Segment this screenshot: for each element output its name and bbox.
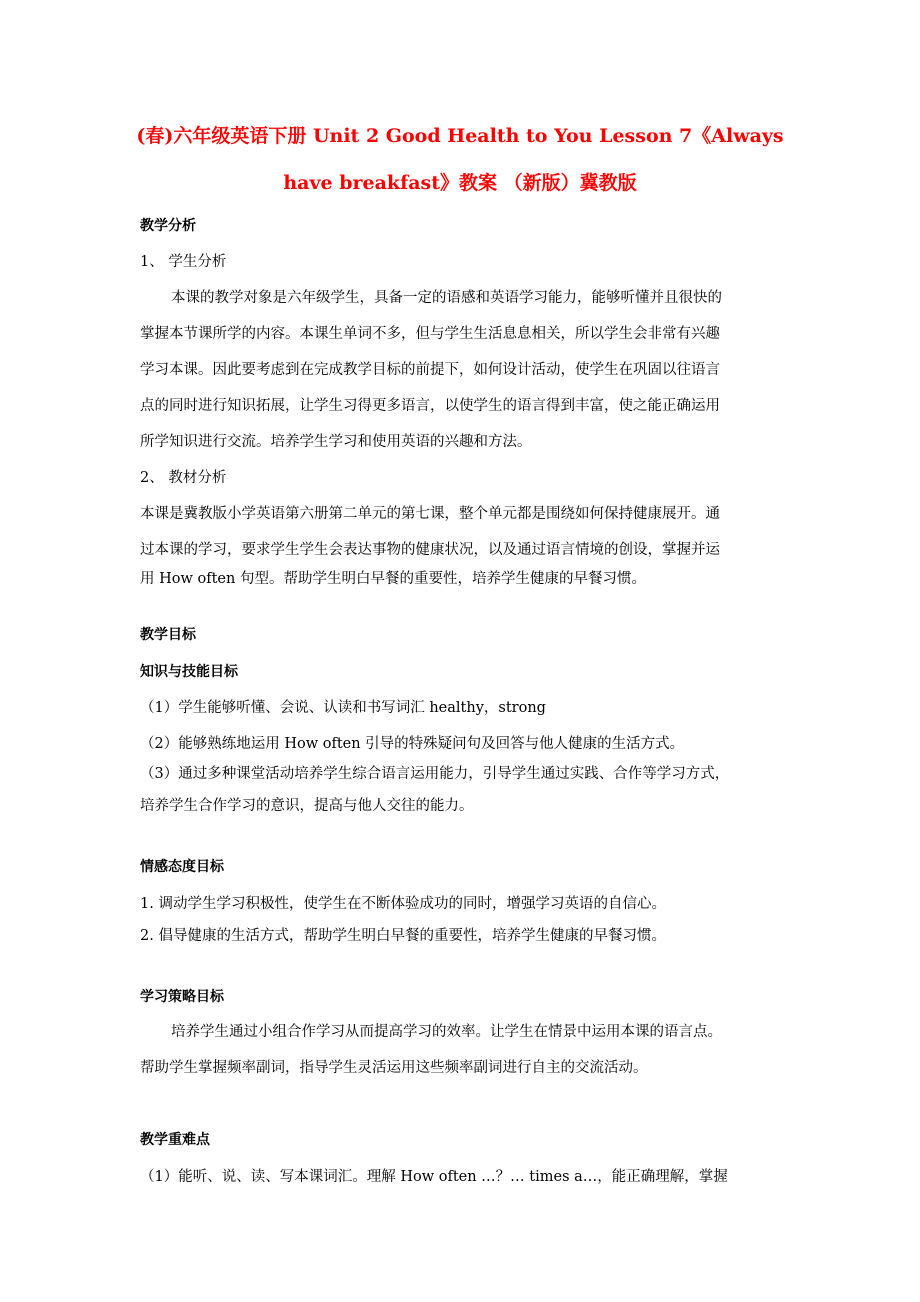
paragraph-line: 用 How often 句型。帮助学生明白早餐的重要性，培养学生健康的早餐习惯。: [140, 571, 646, 587]
paragraph-line: 掌握本节课所学的内容。本课生单词不多，但与学生生活息息相关，所以学生会非常有兴趣: [140, 326, 720, 342]
heading-emotion-goals: 情感态度目标: [140, 859, 224, 875]
list-item: （1）能听、说、读、写本课词汇。理解 How often …？… times a…，能正确理解，掌握: [140, 1169, 728, 1185]
document-title-line-2: have breakfast》教案 （新版）冀教版: [283, 172, 637, 194]
heading-strategy-goals: 学习策略目标: [140, 989, 224, 1005]
paragraph-line: 培养学生合作学习的意识，提高与他人交往的能力。: [140, 798, 474, 814]
list-item: 2. 倡导健康的生活方式，帮助学生明白早餐的重要性，培养学生健康的早餐习惯。: [140, 928, 666, 944]
heading-knowledge-skills: 知识与技能目标: [140, 664, 238, 680]
paragraph-line: 培养学生通过小组合作学习从而提高学习的效率。让学生在情景中运用本课的语言点。: [171, 1024, 722, 1040]
paragraph-line: 帮助学生掌握频率副词，指导学生灵活运用这些频率副词进行自主的交流活动。: [140, 1060, 648, 1076]
heading-teaching-analysis: 教学分析: [140, 218, 196, 234]
list-item: 1. 调动学生学习积极性，使学生在不断体验成功的同时，增强学习英语的自信心。: [140, 896, 666, 912]
subheading-student-analysis: 1、 学生分析: [140, 254, 227, 270]
heading-teaching-goals: 教学目标: [140, 627, 196, 643]
list-item: （3）通过多种课堂活动培养学生综合语言运用能力，引导学生通过实践、合作等学习方式，: [140, 766, 730, 782]
document-title-line-1: (春)六年级英语下册 Unit 2 Good Health to You Lesson 7《Always: [136, 125, 784, 147]
paragraph-line: 本课的教学对象是六年级学生，具备一定的语感和英语学习能力，能够听懂并且很快的: [171, 290, 722, 306]
list-item: （2）能够熟练地运用 How often 引导的特殊疑问句及回答与他人健康的生活方式。: [140, 736, 685, 752]
paragraph-line: 过本课的学习，要求学生学生会表达事物的健康状况，以及通过语言情境的创设，掌握并运: [140, 542, 720, 558]
subheading-materials-analysis: 2、 教材分析: [140, 470, 227, 486]
paragraph-line: 点的同时进行知识拓展，让学生习得更多语言，以使学生的语言得到丰富，使之能正确运用: [140, 398, 720, 414]
paragraph-line: 学习本课。因此要考虑到在完成教学目标的前提下，如何设计活动，使学生在巩固以往语言: [140, 362, 720, 378]
list-item: （1）学生能够听懂、会说、认读和书写词汇 healthy，strong: [140, 700, 546, 716]
heading-key-difficulties: 教学重难点: [140, 1132, 210, 1148]
paragraph-line: 本课是冀教版小学英语第六册第二单元的第七课，整个单元都是围绕如何保持健康展开。通: [140, 506, 720, 522]
paragraph-line: 所学知识进行交流。培养学生学习和使用英语的兴趣和方法。: [140, 434, 532, 450]
